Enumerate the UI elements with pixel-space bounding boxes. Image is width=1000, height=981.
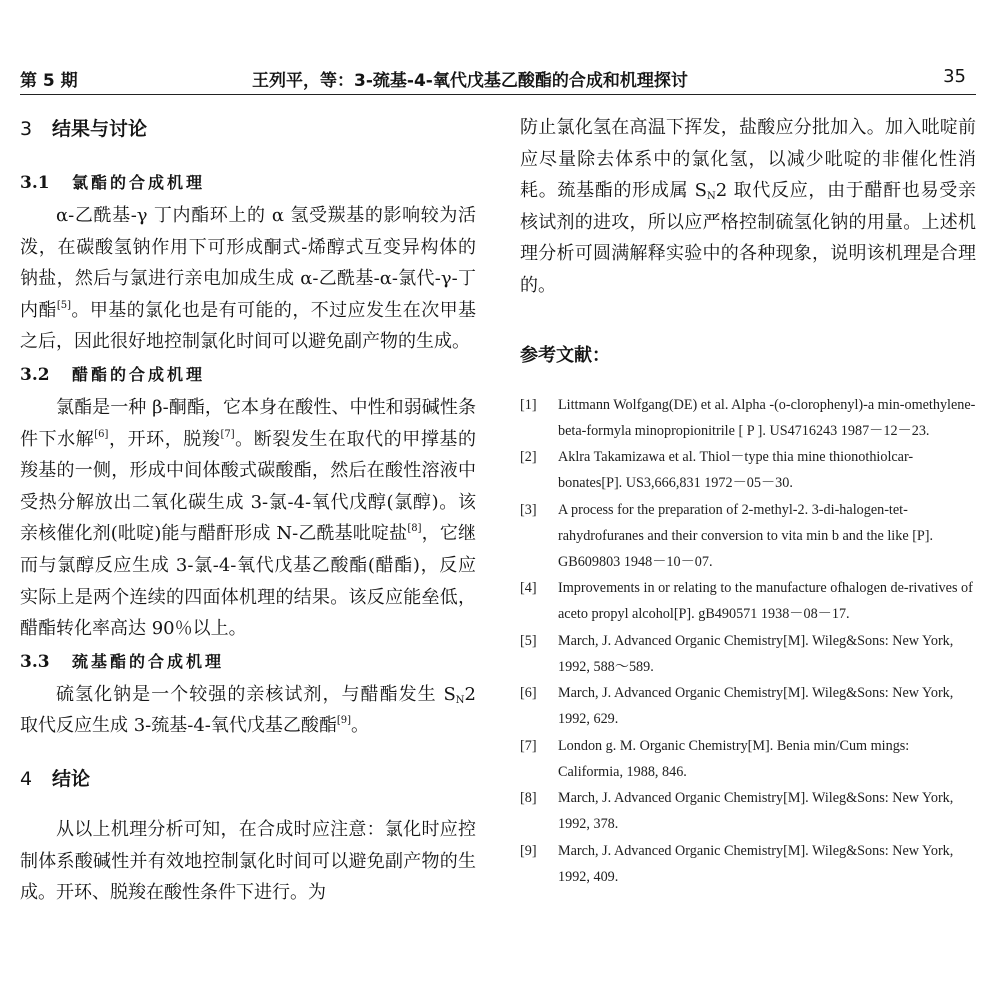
text-run: ，它继而与氯醇反应生成 3-氯-4-氧代戊基乙酸酯(醋酯)，反应实际上是两个连续的四面体机理的结果。该反应能垒低，醋酯转化率高达 90％以上。 (20, 523, 477, 640)
text-run: 。甲基的氯化也是有可能的，不过应发生在次甲基之后，因此很好地控制氯化时间可以避免副产物的生成。 (20, 299, 477, 353)
paragraph-3-3 (20, 679, 476, 742)
running-title: 王列平，等：3-巯基-4-氧代戊基乙酸酯的合成和机理探讨 (252, 71, 688, 91)
reference-number: [8] (520, 790, 537, 807)
text-run: α-乙酰基-γ 丁内酯环上的 α 氢受羰基的影响较为活泼，在碳酸氢钠作用下可形成酮式-烯醇式互变异构体的钠盐，然后与氯进行亲电加成生成 α-乙酰基-α-氯代-γ-丁内酯 (20, 205, 476, 321)
issue-label: 第 5 期 (20, 71, 78, 91)
reference-item (520, 733, 976, 785)
reference-item (520, 628, 976, 680)
citation: [9] (336, 715, 352, 727)
paragraph-3-1 (20, 200, 476, 358)
left-column (20, 112, 476, 909)
paragraph-continued (520, 112, 976, 302)
reference-text: March, J. Advanced Organic Chemistry[M]. Wileg&Sons: New York, 1992, 378. (558, 790, 954, 833)
reference-text: London g. M. Organic Chemistry[M]. Benia min/Cum mings: Califormia, 1988, 846. (558, 737, 910, 780)
subsection-number: 3.2 (20, 364, 50, 385)
reference-item (520, 444, 976, 496)
reference-text: Aklra Takamizawa et al. Thiol－type thia mine thionothiolcar-bonates[P]. US3,666,831 1972－05－30. (558, 449, 914, 492)
subsection-3-2-heading (20, 358, 476, 392)
citation: [6] (94, 428, 109, 440)
text-run: 。断裂发生在取代的甲撑基的羧基的一侧，形成中间体酸式碳酸酯，然后在酸性溶液中受热分解放出二氧化碳生成 3-氯-4-氧代戊醇(氯醇)。该亲核催化剂(吡啶)能与醋酐形成 N-乙酰基吡啶盐 (20, 428, 477, 545)
section-number: 4 (20, 767, 33, 790)
reference-number: [9] (520, 842, 537, 859)
reference-item (520, 680, 976, 732)
section-title: 结果与讨论 (52, 118, 148, 140)
text-run: 2 取代反应，由于醋酐也易受亲核试剂的进攻，所以应严格控制硫氢化钠的用量。上述机理分析可圆满解释实验中的各种现象，说明该机理是合理的。 (520, 180, 976, 296)
subsection-title: 巯基酯的合成机理 (72, 651, 225, 671)
reference-number: [4] (520, 580, 537, 597)
paragraph-4: 从以上机理分析可知，在合成时应注意：氯化时应控制体系酸碱性并有效地控制氯化时间可以避免副产物的生成。开环、脱羧在酸性条件下进行。为 (20, 818, 476, 904)
reference-text: March, J. Advanced Organic Chemistry[M]. Wileg&Sons: New York, 1992, 588～589. (558, 632, 954, 675)
section-4-heading (20, 762, 476, 796)
citation: [7] (220, 428, 235, 440)
reference-item (520, 785, 976, 837)
text-run: 氯酯是一种 β-酮酯，它本身在酸性、中性和弱碱性条件下水解 (20, 396, 476, 450)
references-heading: 参考文献： (520, 344, 610, 366)
reference-item (520, 392, 976, 444)
running-header (20, 60, 976, 95)
reference-number: [7] (520, 737, 537, 754)
reference-number: [2] (520, 449, 537, 466)
reference-number: [3] (520, 501, 537, 518)
subscript: N (455, 694, 465, 706)
reference-item (520, 575, 976, 627)
reference-number: [5] (520, 632, 537, 649)
section-3-heading (20, 112, 476, 146)
text-run: 。 (351, 715, 370, 737)
subscript: N (707, 191, 716, 203)
citation: [8] (407, 523, 422, 535)
text-run: ，开环，脱羧 (108, 428, 221, 450)
section-number: 3 (20, 118, 33, 140)
reference-number: [6] (520, 685, 537, 702)
reference-list (520, 392, 976, 890)
reference-text: Improvements in or relating to the manufacture ofhalogen de-rivatives of aceto propyl alcohol[P]. gB490571 1938－08－17. (558, 580, 973, 623)
text-run: 2 取代反应生成 3-巯基-4-氧代戊基乙酸酯 (20, 683, 476, 737)
reference-text: March, J. Advanced Organic Chemistry[M]. Wileg&Sons: New York, 1992, 409. (558, 842, 954, 885)
reference-number: [1] (520, 396, 537, 413)
right-column (520, 112, 976, 890)
text-run: 防止氯化氢在高温下挥发，盐酸应分批加入。加入吡啶前应尽量除去体系中的氯化氢，以减少吡啶的非催化性消耗。巯基酯的形成属 S (520, 117, 976, 202)
citation: [5] (56, 299, 71, 311)
section-title: 结论 (52, 767, 91, 790)
reference-text: Littmann Wolfgang(DE) et al. Alpha -(o-clorophenyl)-a min-omethylene-beta-formyla minopropionitrile [ P ]. US4716243 1987－12－23. (558, 396, 976, 439)
subsection-3-1-heading (20, 166, 476, 200)
text-run: 硫氢化钠是一个较强的亲核试剂，与醋酯发生 S (56, 683, 456, 705)
subsection-number: 3.1 (20, 173, 50, 193)
reference-item (520, 838, 976, 890)
page-number: 35 (943, 66, 966, 87)
reference-item (520, 497, 976, 575)
subsection-3-3-heading (20, 645, 476, 679)
subsection-title: 氯酯的合成机理 (72, 173, 206, 192)
subsection-title: 醋酯的合成机理 (72, 364, 206, 384)
reference-text: March, J. Advanced Organic Chemistry[M]. Wileg&Sons: New York, 1992, 629. (558, 685, 954, 728)
paragraph-3-2 (20, 392, 476, 645)
subsection-number: 3.3 (20, 651, 50, 672)
reference-text: A process for the preparation of 2-methyl-2. 3-di-halogen-tet-rahydrofuranes and their conversion to vita min b and the like [P]. GB609803 1948－10－07. (558, 501, 934, 570)
